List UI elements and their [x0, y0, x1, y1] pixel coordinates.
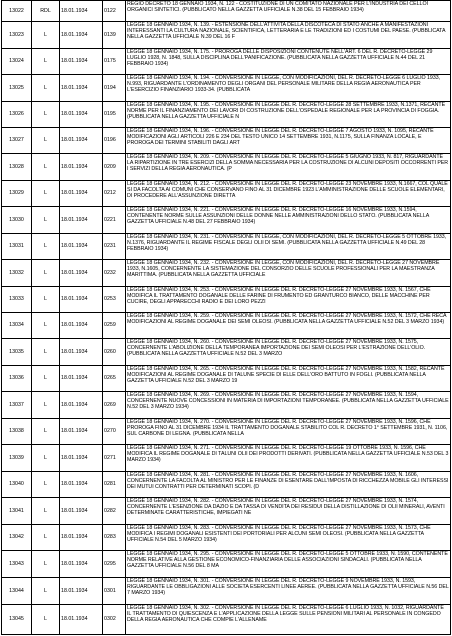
act-date: 18.01.1934 [60, 181, 103, 207]
act-type: L [32, 260, 60, 287]
register-body [2, 1, 451, 635]
act-description: LEGGE 18 GENNAIO 1934, N. 302. - CONVERSIONE IN LEGGE DEL R. DECRETO-LEGGE 6 LUGLIO 1933, N. 1032, RIGUARDANTE IL TRATTAMENTO DI QUIESCENZA E L'APPLICAZIONE DELLA LEGGE SULLE PENSIONI MILITARI AL PERSONALE IN CONGEDO DELLA REGIA AERONAUTICA CHE COMPIE L'ALLENAME [126, 605, 451, 635]
record-number: 13039 [2, 445, 32, 472]
record-number: 13035 [2, 339, 32, 366]
act-date: 18.01.1934 [60, 313, 103, 339]
act-number: 0259 [103, 313, 126, 339]
act-description: LEGGE 18 GENNAIO 1934, N. 270. - CONVERSIONE IN LEGGE DEL R. DECRETO-LEGGE 27 NOVEMBRE 1933, N. 1596, CHE PROROGA FINO AL 31 DICEMBRE 1934 IL TRATTAMENTO DOGANALE STABILITO COL R. DECRETO 1° SETTEMBRE 1931, N. 1106, SUL CARBONE DI LEGNA. (PUBBLICATA NELLA [126, 419, 451, 445]
act-description: LEGGE 18 GENNAIO 1934, N. 195. - CONVERSIONE IN LEGGE DEL R. DECRETO-LEGGE 28 SETTEMBRE 1933, N.1371, RECANTE NORME PER IL FINANZIAMENTO DEI LAVORI DI COSTRUZIONE DELL'OSPEDALE REGIONALE PER LA PROVINCIA DI FOGGIA. (PUBBLICATA NELLA GAZZETTA UFFICIALE N [126, 102, 451, 128]
record-number: 13033 [2, 287, 32, 313]
act-number: 0175 [103, 49, 126, 75]
act-date: 18.01.1934 [60, 445, 103, 472]
act-number: 0194 [103, 75, 126, 102]
act-date: 18.01.1934 [60, 22, 103, 49]
act-type: L [32, 472, 60, 498]
record-number: 13029 [2, 181, 32, 207]
act-type: L [32, 445, 60, 472]
act-type: L [32, 366, 60, 392]
act-type: L [32, 234, 60, 260]
table-row [2, 234, 451, 260]
record-number: 13042 [2, 525, 32, 551]
act-type: L [32, 207, 60, 234]
act-date: 18.01.1934 [60, 339, 103, 366]
table-row [2, 366, 451, 392]
act-date: 18.01.1934 [60, 525, 103, 551]
act-description: LEGGE 18 GENNAIO 1934, N. 281. - CONVERSIONE IN LEGGE DEL R. DECRETO-LEGGE 27 NOVEMBRE 1933, N. 1606, CONCERNENTE LA FACOLTA AL MINISTRO PER LE FINANZE DI ESENTARE DALL'IMPOSTA DI RICCHEZZA MOBILE GLI INTERESSI DEI MUTUI CONTRATTI PER DETERMINATI SCOPI. (D [126, 472, 451, 498]
act-date: 18.01.1934 [60, 605, 103, 635]
act-description: LEGGE 18 GENNAIO 1934, N. 221. - CONVERSIONE IN LEGGE DEL R. DECRETO-LEGGE 16 NOVEMBRE 1933, N.1594, CONTENENTE NORME SULLE ASSUNZIONI DELLE DONNE NELLE AMMINISTRAZIONI DELLO STATO. (PUBBLICATA NELLA GAZZETTA UFFICIALE N.48 DEL 27 FEBBRAIO 1934) [126, 207, 451, 234]
act-description: LEGGE 18 GENNAIO 1934, N. 282. - CONVERSIONE IN LEGGE DEL R. DECRETO-LEGGE 27 NOVEMBRE 1933, N. 1574, CONCERNENTE L'ESENZIONE DA DAZIO E DA TASSA DI VENDITA DEI RESIDUI DELLA DISTILLAZIONE DI OLII MINERALI, AVENTI DETERMINATE CARATTERISTICHE, IMPIEGATI NE [126, 498, 451, 525]
act-description: REGIO DECRETO 18 GENNAIO 1934, N. 122 - COSTITUZIONE DI UN COMITATO NAZIONALE PER L'INDUSTRIA DEI CELLOI ORGANICI SINTETICI. (PUBBLICATO NELLA GAZZETTA UFFICIALE N.38 DEL 15 FEBBRAIO 1934) [126, 1, 451, 22]
act-date: 18.01.1934 [60, 392, 103, 419]
act-number: 0295 [103, 551, 126, 578]
act-date: 18.01.1934 [60, 366, 103, 392]
act-type: L [32, 392, 60, 419]
table-row [2, 313, 451, 339]
act-type: L [32, 75, 60, 102]
table-row [2, 551, 451, 578]
act-number: 0270 [103, 419, 126, 445]
table-row [2, 1, 451, 22]
act-number: 0231 [103, 234, 126, 260]
act-date: 18.01.1934 [60, 287, 103, 313]
act-type: L [32, 498, 60, 525]
act-number: 0260 [103, 339, 126, 366]
act-number: 0282 [103, 498, 126, 525]
act-description: LEGGE 18 GENNAIO 1934, N. 301. - CONVERSIONE IN LEGGE DEL R. DECRETO-LEGGE 9 NOVEMBRE 1933, N. 1593, RIGUARDANTE LE OBBLIGAZIONI ALLE SOCIETA ESERCENTI LINEE AEREE. (PUBBLICATA NELLA GAZZETTA UFFICIALE N.56 DEL 7 MARZO 1934) [126, 578, 451, 605]
act-date: 18.01.1934 [60, 154, 103, 181]
record-number: 13031 [2, 234, 32, 260]
record-number: 13034 [2, 313, 32, 339]
act-number: 0269 [103, 392, 126, 419]
act-date: 18.01.1934 [60, 128, 103, 154]
act-type: L [32, 154, 60, 181]
record-number: 13032 [2, 260, 32, 287]
table-row [2, 392, 451, 419]
act-number: 0283 [103, 525, 126, 551]
act-type: L [32, 339, 60, 366]
act-description: LEGGE 18 GENNAIO 1934, N. 231. - CONVERSIONE IN LEGGE, CON MODIFICAZIONI, DEL R. DECRETO-LEGGE 5 OTTOBRE 1933, N.1376, RIGUARDANTE IL REGIME FISCALE DEGLI OLII DI SEMI. (PUBBLICATA NELLA GAZZETTA UFFICIALE N.49 DEL 28 FEBBRAIO 1934) [126, 234, 451, 260]
act-type: L [32, 551, 60, 578]
act-date: 18.01.1934 [60, 419, 103, 445]
table-row [2, 260, 451, 287]
act-description: LEGGE 18 GENNAIO 1934, N. 175. - PROROGA DELLE DISPOSIZIONI CONTENUTE NELL'ART. 6 DEL R. DECRETO-LEGGE 29 LUGLIO 1928, N. 1848, SULLA DISCIPLINA DELL'PANIFICAZIONE. (PUBBLICATA NELLA GAZZETTA UFFICIALE N.44 DEL 21 FEBBRAIO 1934) [126, 49, 451, 75]
act-type: L [32, 605, 60, 635]
table-row [2, 525, 451, 551]
act-type: L [32, 287, 60, 313]
table-row [2, 49, 451, 75]
act-number: 0265 [103, 366, 126, 392]
act-description: LEGGE 18 GENNAIO 1934, N. 194. - CONVERSIONE IN LEGGE, CON MODIFICAZIONI, DEL R. DECRETO-LEGGE 6 LUGLIO 1933, N.993, RIGUARDANTE L'ORDINAMENTO DEGLI ORGANI DEL PERSONALE MILITARE DELLA REGIA AERONAUTICA PER L'ESERCIZIO FINANZIARIO 1933-34. (PUBBLICATA [126, 75, 451, 102]
record-number: 13027 [2, 128, 32, 154]
table-row [2, 605, 451, 635]
act-date: 18.01.1934 [60, 75, 103, 102]
table-row [2, 128, 451, 154]
record-number: 13041 [2, 498, 32, 525]
record-number: 13028 [2, 154, 32, 181]
record-number: 13043 [2, 551, 32, 578]
table-row [2, 472, 451, 498]
act-number: 0139 [103, 22, 126, 49]
act-number: 0122 [103, 1, 126, 22]
table-row [2, 445, 451, 472]
table-row [2, 419, 451, 445]
act-date: 18.01.1934 [60, 498, 103, 525]
table-row [2, 339, 451, 366]
act-number: 0271 [103, 445, 126, 472]
act-description: LEGGE 18 GENNAIO 1934, N. 271. - CONVERSIONE IN LEGGE DEL R. DECRETO-LEGGE 19 OTTOBRE 1933, N. 1596, CHE MODIFICA IL REGIME DOGANALE DI TALUNI OLII DEI PRODOTTI DERIVATI. (PUBBLICATA NELLA GAZZETTA UFFICIALE N.53 DEL 3 MARZO 1934) [126, 445, 451, 472]
record-number: 13040 [2, 472, 32, 498]
act-type: L [32, 22, 60, 49]
table-row [2, 154, 451, 181]
act-type: L [32, 578, 60, 605]
act-number: 0196 [103, 128, 126, 154]
act-date: 18.01.1934 [60, 234, 103, 260]
table-row [2, 181, 451, 207]
act-date: 18.01.1934 [60, 207, 103, 234]
record-number: 13030 [2, 207, 32, 234]
record-number: 13045 [2, 605, 32, 635]
record-number: 13038 [2, 419, 32, 445]
record-number: 13022 [2, 1, 32, 22]
act-number: 0301 [103, 578, 126, 605]
act-type: L [32, 49, 60, 75]
act-date: 18.01.1934 [60, 1, 103, 22]
act-description: LEGGE 18 GENNAIO 1934, N. 265. - CONVERSIONE IN LEGGE DEL R. DECRETO-LEGGE 27 NOVEMBRE 1933, N. 1582, RECANTE MODIFICAZIONI AL REGIME DOGANALE DI TALUNE SPECIE DI ELLE DELL'ORO BATTUTO IN FOGLI. (PUBBLICATA NELLA GAZZETTA UFFICIALE N.52 DEL 3 MARZO 19 [126, 366, 451, 392]
act-type: L [32, 419, 60, 445]
act-date: 18.01.1934 [60, 260, 103, 287]
act-number: 0302 [103, 605, 126, 635]
table-row [2, 102, 451, 128]
table-row [2, 578, 451, 605]
table-row [2, 75, 451, 102]
record-number: 13037 [2, 392, 32, 419]
act-description: LEGGE 18 GENNAIO 1934, N. 196. - CONVERSIONE IN LEGGE DEL R. DECRETO-LEGGE 7 AGOSTO 1933, N. 1095, RECANTE MODIFICAZIONI AGLI ARTICOLI 226 E 234 DEL TESTO UNICO 14 SETTEMBRE 1931, N.1175, SULLA FINANZA LOCALE, E PROROGA DEI TERMINI STABILITI DAGLI ART [126, 128, 451, 154]
act-description: LEGGE 18 GENNAIO 1934, N. 253. - CONVERSIONE IN LEGGE DEL R. DECRETO-LEGGE 27 NOVEMBRE 1933, N. 1567, CHE MODIFICA IL TRATTAMENTO DOGANALE DELLE FARINE DI FRUMENTO ED GRANTURCO BIANCO, DELLE MACCHINE PER CUCIRE, DEGLI APPARECCHI RADIO E DEI LORO PEZZI [126, 287, 451, 313]
act-description: LEGGE 18 GENNAIO 1934, N. 232. - CONVERSIONE IN LEGGE, CON MODIFICAZIONI, DEL R. DECRETO-LEGGE 27 NOVEMBRE 1933, N.1605, CONCERNENTE LA SISTEMAZIONE DEL CONSORZIO DELLE SCUOLE PROFESSIONALI PER LA MAESTRANZA MARITTIMA. (PUBBLICATA NELLA GAZZETTA UFFICIALE [126, 260, 451, 287]
act-date: 18.01.1934 [60, 578, 103, 605]
act-number: 0212 [103, 181, 126, 207]
act-description: LEGGE 18 GENNAIO 1934, N. 283. - CONVERSIONE IN LEGGE DEL R. DECRETO-LEGGE 27 NOVEMBRE 1933, N. 1573, CHE MODIFICA I REGIMI DOGANALI ESISTENTI DEI PORTORIALI PER ALCUNI SEMI OLEOSI. (PUBBLICATA NELLA GAZZETTA UFFICIALE N.54 DEL 5 MARZO 1934) [126, 525, 451, 551]
record-number: 13023 [2, 22, 32, 49]
act-number: 0209 [103, 154, 126, 181]
record-number: 13024 [2, 49, 32, 75]
act-number: 0232 [103, 260, 126, 287]
act-number: 0253 [103, 287, 126, 313]
act-description: LEGGE 18 GENNAIO 1934, N. 139. - ESTENSIONE DELL'ATTIVITA DELLA DISCOTECA DI STATO ANCHE A MANIFESTAZIONI INTERESSANTI LA CULTURA NAZIONALE, SCIENTIFICA, LETTERARIA E LE TRADIZIONI ED I COSTUMI DEL PAESE. (PUBBLICATA NELLA GAZZETTA UFFICIALE N.39 DEL 16 F [126, 22, 451, 49]
act-date: 18.01.1934 [60, 472, 103, 498]
act-date: 18.01.1934 [60, 49, 103, 75]
record-number: 13036 [2, 366, 32, 392]
act-type: RDL [32, 1, 60, 22]
table-row [2, 207, 451, 234]
act-description: LEGGE 18 GENNAIO 1934, N. 269. - CONVERSIONE IN LEGGE DEL R. DECRETO-LEGGE 27 NOVEMBRE 1933, N. 1594, CONCERNENTE NUOVE CONCESSIONI IN MATERIA DI IMPORTAZIONI TEMPORANEE. (PUBBLICATA NELLA GAZZETTA UFFICIALE N.52 DEL 3 MARZO 1934) [126, 392, 451, 419]
act-type: L [32, 181, 60, 207]
record-number: 13044 [2, 578, 32, 605]
act-description: LEGGE 18 GENNAIO 1934, N. 209. - CONVERSIONE IN LEGGE DEL R. DECRETO-LEGGE 5 GIUGNO 1933, N. 817, RIGUARDANTE LA RIPARTIZIONE IN TRE ESERCIZI DELLA SOMMA NECESSARIA PER LA COSTRUZIONE DI ALCUNI DEPOSITI OCCORRENTI PER I SERVIZI DELLA REGIA AERONAUTICA. (P [126, 154, 451, 181]
act-description: LEGGE 18 GENNAIO 1934, N. 295. - CONVERSIONE IN LEGGE DEL R. DECRETO-LEGGE 5 OTTOBRE 1933, N. 1590, CONTENENTE NORME RELATIVE ALLA GESTIONE ECONOMICO-FINANZIARIA DELLE ASSOCIAZIONI SINDACALI. (PUBBLICATA NELLA GAZZETTA UFFICIALE N.56 DEL 8 MA [126, 551, 451, 578]
act-date: 18.01.1934 [60, 551, 103, 578]
table-row [2, 22, 451, 49]
act-number: 0281 [103, 472, 126, 498]
record-number: 13025 [2, 75, 32, 102]
act-description: LEGGE 18 GENNAIO 1934, N. 259. - CONVERSIONE IN LEGGE DEL R. DECRETO-LEGGE 27 NOVEMBRE 1933, N. 1572, CHE RECA MODIFICAZIONI AL REGIME DOGANALE DEI SEMI OLEOSI. (PUBBLICATA NELLA GAZZETTA UFFICIALE N.52 DEL 3 MARZO 1934) [126, 313, 451, 339]
act-type: L [32, 525, 60, 551]
act-number: 0221 [103, 207, 126, 234]
act-description: LEGGE 18 GENNAIO 1934, N. 260. - CONVERSIONE IN LEGGE DEL R. DECRETO-LEGGE 27 NOVEMBRE 1933, N. 1575, CONCERNENTE L'ABOLIZIONE DELLA TEMPORANEA IMPORTAZIONE DEI SEMI OLEOSI PER L'ESTRAZIONE DELL'OLIO. (PUBBLICATA NELLA GAZZETTA UFFICIALE N.52 DEL 3 MARZO [126, 339, 451, 366]
act-description: LEGGE 18 GENNAIO 1934, N. 212. - CONVERSIONE IN LEGGE DEL R. DECRETO-LEGGE 23 NOVEMBRE 1933, N.1667, COL QUALE SI DA FACOLTA AI COMUNI CHE CONSERVANO FINO AL 31 DICEMBRE 1923 L'AMMINISTRAZIONE DELLE SCUOLE ELEMENTARI, DI PROCEDERE ALL'ASSUNZIONE DIRETTA [126, 181, 451, 207]
record-number: 13026 [2, 102, 32, 128]
act-type: L [32, 102, 60, 128]
legislation-register-table [1, 0, 451, 635]
act-date: 18.01.1934 [60, 102, 103, 128]
act-number: 0195 [103, 102, 126, 128]
table-row [2, 287, 451, 313]
act-type: L [32, 313, 60, 339]
table-row [2, 498, 451, 525]
act-type: L [32, 128, 60, 154]
